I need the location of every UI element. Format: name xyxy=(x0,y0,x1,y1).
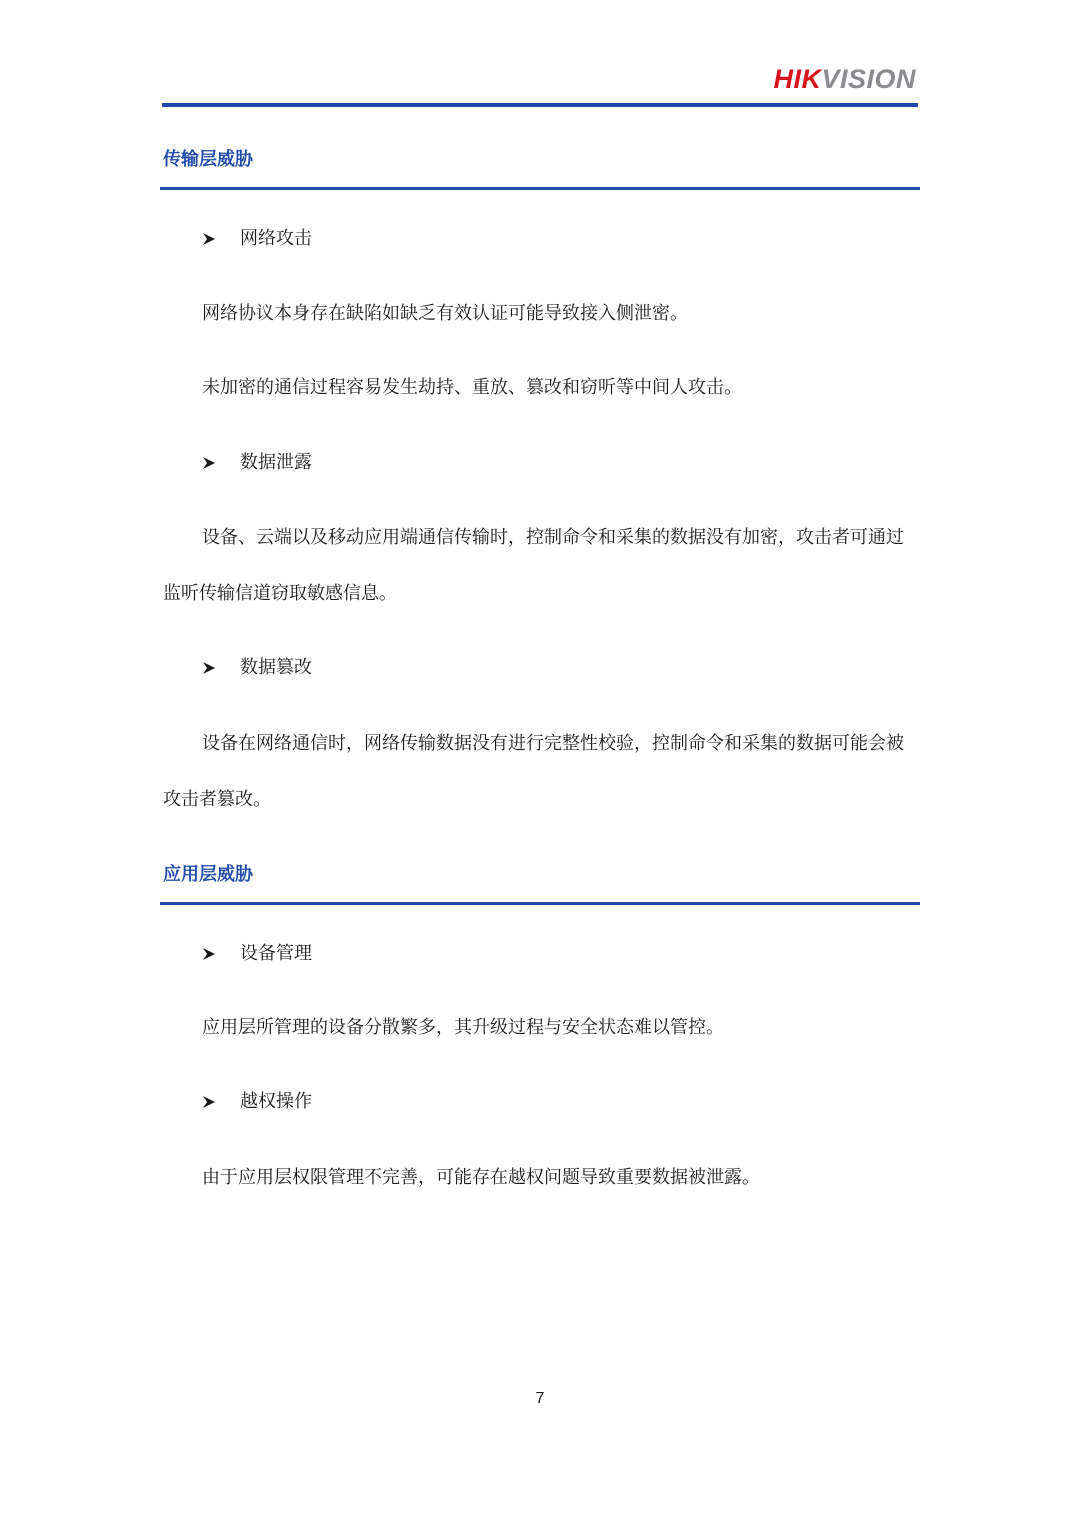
section-divider xyxy=(160,187,920,190)
bullet-privilege-escalation xyxy=(202,1089,312,1115)
paragraph: 网络协议本身存在缺陷如缺乏有效认证可能导致接入侧泄密。 xyxy=(202,303,688,324)
arrow-bullet-icon xyxy=(202,232,216,246)
paragraph: 未加密的通信过程容易发生劫持、重放、篡改和窃听等中间人攻击。 xyxy=(202,377,742,398)
bullet-label: 数据泄露 xyxy=(240,452,312,473)
bullet-data-tamper xyxy=(202,655,312,681)
paragraph: 设备、云端以及移动应用端通信传输时，控制命令和采集的数据没有加密，攻击者可通过监听传输信道窃取敏感信息。 xyxy=(163,527,904,604)
logo-red-part: HIK xyxy=(773,64,822,94)
page-number: 7 xyxy=(535,1390,545,1407)
section-title-application: 应用层威胁 xyxy=(163,864,253,885)
paragraph: 应用层所管理的设备分散繁多，其升级过程与安全状态难以管控。 xyxy=(202,1017,724,1038)
arrow-bullet-icon xyxy=(202,947,216,961)
paragraph: 由于应用层权限管理不完善，可能存在越权问题导致重要数据被泄露。 xyxy=(202,1167,760,1188)
paragraph: 设备在网络通信时，网络传输数据没有进行完整性校验，控制命令和采集的数据可能会被攻击者篡改。 xyxy=(163,733,904,810)
section-title-transport: 传输层威胁 xyxy=(163,149,253,170)
header-divider xyxy=(162,103,918,107)
arrow-bullet-icon xyxy=(202,661,216,675)
hikvision-logo xyxy=(773,64,916,94)
section-divider xyxy=(160,902,920,905)
bullet-device-management xyxy=(202,941,312,967)
bullet-label: 网络攻击 xyxy=(240,228,312,249)
arrow-bullet-icon xyxy=(202,1095,216,1109)
bullet-label: 数据篡改 xyxy=(240,657,312,678)
bullet-label: 越权操作 xyxy=(240,1091,312,1112)
logo-gray-part: VISION xyxy=(821,64,916,94)
bullet-data-leak xyxy=(202,450,312,476)
arrow-bullet-icon xyxy=(202,456,216,470)
bullet-label: 设备管理 xyxy=(240,943,312,964)
bullet-network-attack xyxy=(202,226,312,252)
